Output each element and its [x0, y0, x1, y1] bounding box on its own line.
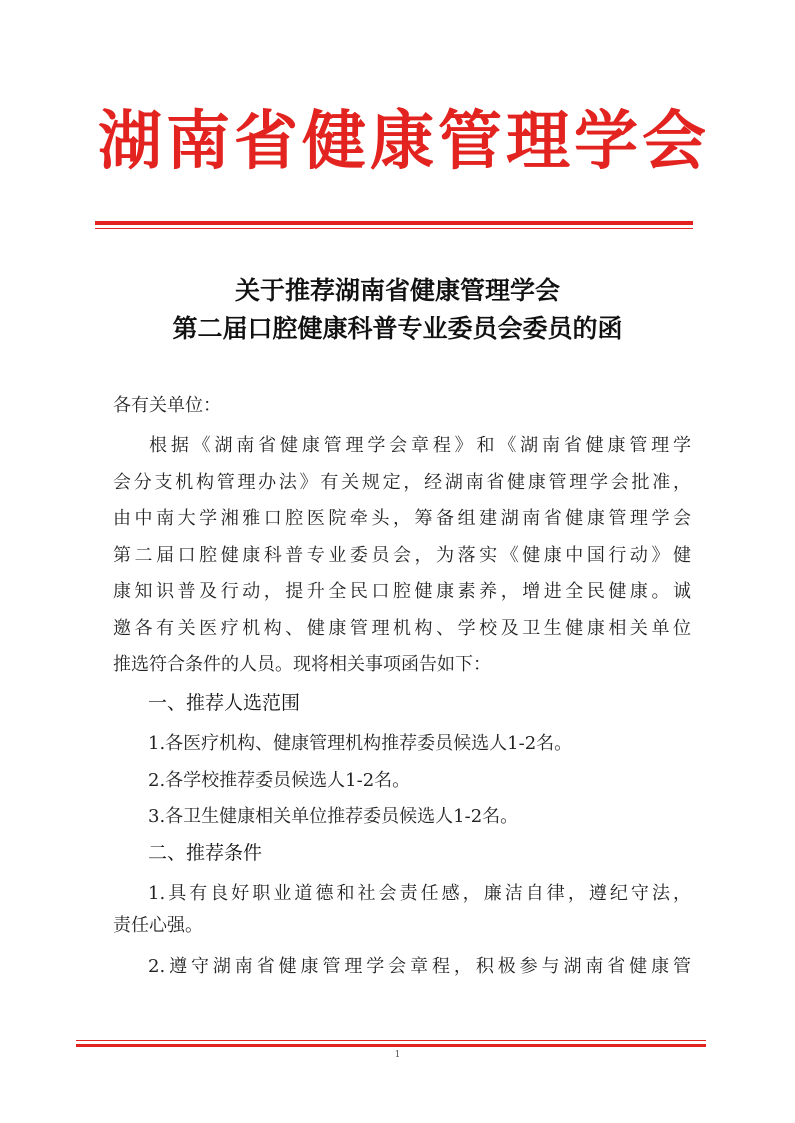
letterhead-rule-thin: [95, 228, 693, 229]
footer-rule-thick: [76, 1044, 706, 1047]
page-number: 1: [394, 1050, 401, 1060]
section-1-item: 2.各学校推荐委员候选人1-2名。: [148, 770, 411, 791]
section-2-item-2: [148, 949, 691, 986]
intro-line: 会分支机构管理办法》有关规定，经湖南省健康管理学会批准，: [113, 471, 691, 493]
intro-line: 由中南大学湘雅口腔医院牵头，筹备组建湖南省健康管理学会: [113, 508, 691, 529]
section-1-item: 1.各医疗机构、健康管理机构推荐委员候选人1-2名。: [148, 733, 573, 754]
salutation: 各有关单位：: [113, 395, 221, 416]
section-2-item-1: [148, 876, 691, 913]
section-2-item-line: 1.具有良好职业道德和社会责任感，廉洁自律，遵纪守法，: [148, 883, 691, 904]
intro-line: 邀各有关医疗机构、健康管理机构、学校及卫生健康相关单位: [113, 617, 691, 639]
intro-line: 根据《湖南省健康管理学会章程》和《湖南省健康管理学: [149, 435, 691, 456]
section-2-item-1-continuation: 责任心强。: [113, 915, 203, 936]
section-1-heading: 一、推荐人选范围: [148, 692, 301, 714]
footer-rule-thin: [76, 1040, 706, 1041]
intro-line: 推选符合条件的人员。现将相关事项函告如下：: [113, 654, 491, 675]
intro-line: 康知识普及行动，提升全民口腔健康素养，增进全民健康。诚: [113, 581, 691, 602]
document-title-line-1: 关于推荐湖南省健康管理学会: [234, 276, 560, 305]
section-2-heading: 二、推荐条件: [148, 842, 263, 864]
intro-line: 第二届口腔健康科普专业委员会，为落实《健康中国行动》健: [113, 544, 691, 566]
section-2-item-line: 2.遵守湖南省健康管理学会章程，积极参与湖南省健康管: [148, 956, 691, 977]
section-1-item: 3.各卫生健康相关单位推荐委员候选人1-2名。: [148, 806, 519, 827]
document-title-line-2: 第二届口腔健康科普专业委员会委员的函: [172, 314, 623, 343]
intro-paragraph: [113, 428, 691, 684]
letterhead-org-name: 湖南省健康管理学会: [98, 104, 710, 179]
letterhead-rule-thick: [95, 221, 693, 225]
